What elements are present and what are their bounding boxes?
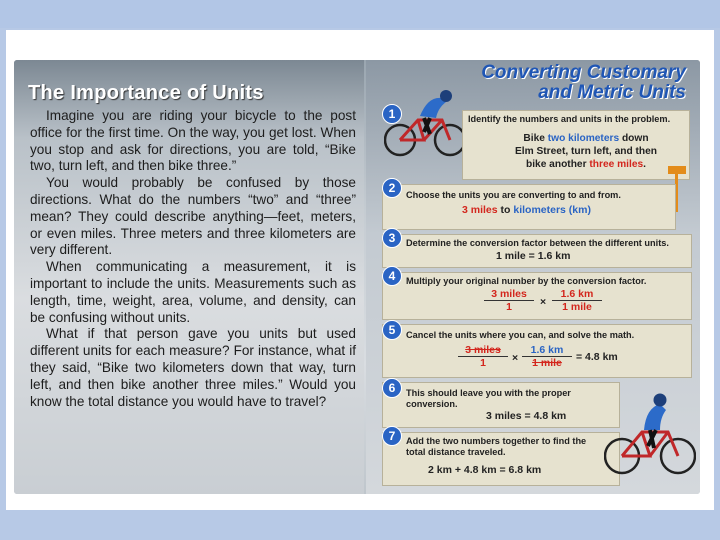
step-2-text: Choose the units you are converting to and from. <box>406 190 621 200</box>
right-title <box>481 63 686 103</box>
step-2-from-units: 3 miles <box>462 204 498 216</box>
step-5-numerator-1: 3 miles <box>458 344 508 357</box>
step-1-quote-a: Bike <box>523 133 548 144</box>
step-5-text: Cancel the units where you can, and solve the math. <box>406 330 635 340</box>
step-3-number: 3 <box>382 228 402 248</box>
step-6-text-line-1: This should leave you with the proper <box>406 388 571 398</box>
story-paragraph-4: What if that person gave you units but used different units for each measure? For instance, what if they said, “Bike two kilometers down that way, turn left, and then bike another three miles.” Would you know the total distance you would have to travel? <box>30 326 356 409</box>
cyclist-top-rider <box>420 98 446 118</box>
step-1-two-kilometers: two kilometers <box>547 133 620 144</box>
story-paragraph-2: You would probably be confused by those directions. What do the numbers “two” and “three” mean? They could describe anything—feet, meters, or even miles. Three meters and three kilometers are very different. <box>30 175 356 258</box>
step-1-number: 1 <box>382 104 402 124</box>
step-7-number: 7 <box>382 426 402 446</box>
step-5-denominator-2: 1 mile <box>532 357 562 369</box>
bottom-band <box>0 512 720 540</box>
step-7-text <box>406 436 586 458</box>
step-6-text <box>406 388 571 410</box>
step-4-denominator-2: 1 mile <box>562 301 592 313</box>
left-title: The Importance of Units <box>28 82 264 104</box>
left-column <box>14 60 364 494</box>
step-5-denominator-1: 1 <box>480 357 486 369</box>
top-band <box>0 0 720 28</box>
step-4-number: 4 <box>382 266 402 286</box>
step-5-result: = 4.8 km <box>576 351 618 363</box>
right-column <box>366 60 700 494</box>
step-2-expression <box>462 204 591 216</box>
cyclist-bottom-helmet <box>654 394 667 407</box>
step-1-quote-line3c: . <box>643 159 647 170</box>
step-5-number: 5 <box>382 320 402 340</box>
step-4-denominator-1: 1 <box>506 301 512 313</box>
cyclist-top-legs <box>424 118 430 134</box>
step-5-multiply: × <box>512 352 519 364</box>
step-4-multiply: × <box>540 296 547 308</box>
step-7-result: 2 km + 4.8 km = 6.8 km <box>428 464 542 476</box>
step-4-text: Multiply your original number by the conversion factor. <box>406 276 647 286</box>
step-4-numerator-1: 3 miles <box>484 288 534 301</box>
step-1-quote-line-2: Elm Street, turn left, and then <box>514 146 658 157</box>
step-4-numerator-2: 1.6 km <box>552 288 602 301</box>
step-2-number: 2 <box>382 178 402 198</box>
right-title-line-2: and Metric Units <box>538 82 686 103</box>
step-2-to-word: to <box>497 204 514 216</box>
story-text <box>30 108 356 410</box>
story-paragraph-1: Imagine you are riding your bicycle to the post office for the first time. On the way, you get lost. When you stop and ask for directions, you are told, “Bike two, turn left, and then bike three.” <box>30 108 356 174</box>
step-6-text-line-2: conversion. <box>406 399 458 409</box>
step-6-number: 6 <box>382 378 402 398</box>
step-7-text-line-1: Add the two numbers together to find the <box>406 436 587 446</box>
step-7-text-line-2: total distance traveled. <box>406 447 506 457</box>
step-1-quote-line-3 <box>496 158 676 171</box>
cyclist-bottom-rider <box>644 404 666 430</box>
step-5-numerator-2: 1.6 km <box>522 344 572 357</box>
step-4-fraction-1 <box>484 288 534 313</box>
right-title-line-1: Converting Customary <box>481 62 686 83</box>
step-5-fraction-1 <box>458 344 508 369</box>
step-1-quote-c: down <box>619 133 649 144</box>
step-3-factor: 1 mile = 1.6 km <box>496 250 571 262</box>
step-6-result: 3 miles = 4.8 km <box>486 410 567 422</box>
step-1-quote-line-1 <box>496 132 676 145</box>
step-1-three-miles: three miles <box>589 159 644 170</box>
step-1-quote <box>496 132 676 171</box>
textbook-page <box>14 60 700 494</box>
step-1-quote-line3a: bike another <box>525 159 590 170</box>
step-2-to-units: kilometers (km) <box>513 204 591 216</box>
story-paragraph-3: When communicating a measurement, it is important to include the units. Measurements such as length, time, weight, area, volume, and density, can be confusing without units. <box>30 259 356 325</box>
step-3-text: Determine the conversion factor between the different units. <box>406 238 669 248</box>
cyclist-illustration-bottom <box>604 390 696 480</box>
cyclist-top-helmet <box>440 90 452 102</box>
step-1-text: Identify the numbers and units in the problem. <box>468 114 671 124</box>
cyclist-bottom-legs <box>648 430 656 448</box>
step-4-fraction-2 <box>552 288 602 313</box>
step-5-fraction-2 <box>522 344 572 369</box>
